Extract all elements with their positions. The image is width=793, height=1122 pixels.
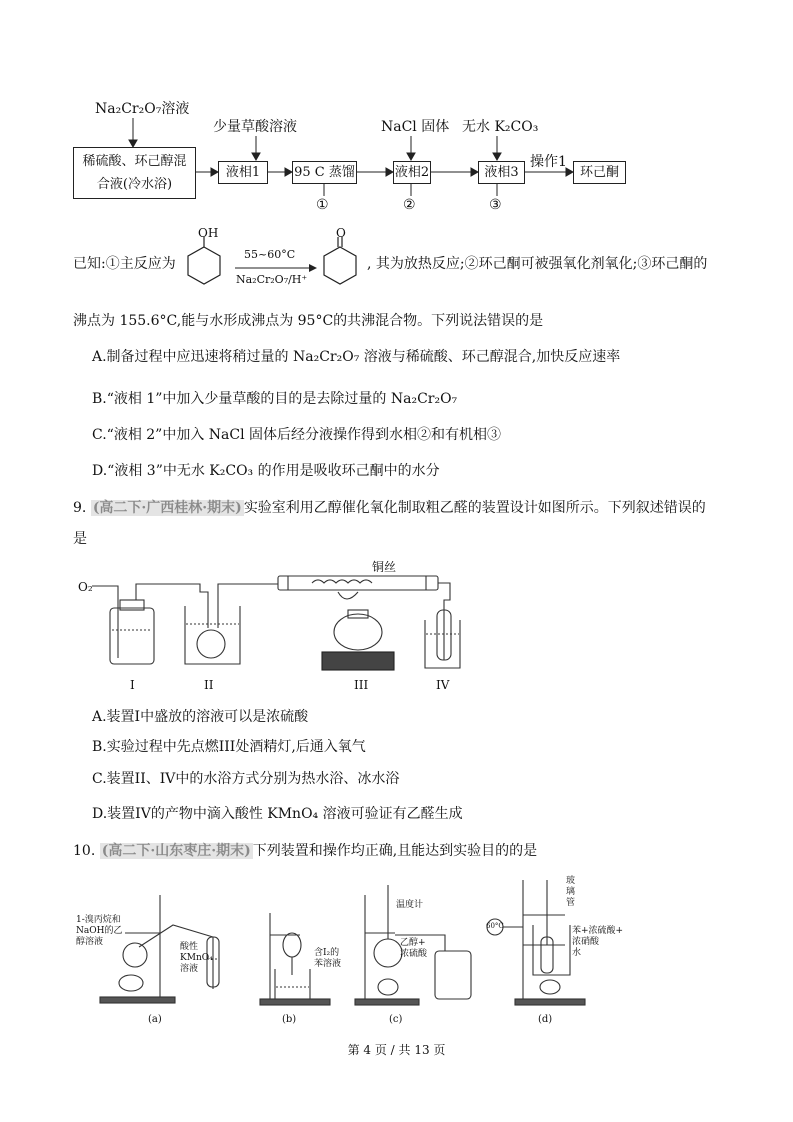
q9-number: 9. (73, 500, 87, 516)
apparatus-label-iv: IV (436, 678, 450, 692)
flow-reagent-k2co3: 无水 K₂CO₃ (462, 119, 539, 135)
q9-apparatus (90, 570, 510, 680)
caption-a: (a) (148, 1014, 162, 1025)
q9-option-a: A.装置I中盛放的溶液可以是浓硫酸 (92, 709, 309, 725)
flow-box-liquid-1: 液相1 (218, 161, 268, 184)
q10a-label-1: 1-溴丙烷和 (76, 915, 121, 925)
q9-source-tag: (高二下·广西桂林·期末) (92, 500, 242, 516)
q10a-label-3: 醇溶液 (76, 937, 104, 947)
copper-wire-label: 铜丝 (372, 560, 397, 574)
q9-stem-line2: 是 (73, 531, 87, 547)
q10d-label-2: 璃 (566, 887, 576, 897)
q10a-label-5: KMnO₄ (180, 953, 213, 963)
flow-box-product: 环己酮 (573, 161, 626, 184)
known-prefix: 已知:①主反应为 (73, 256, 176, 272)
q8-option-a: A.制备过程中应迅速将稍过量的 Na₂Cr₂O₇ 溶液与稀硫酸、环己醇混合,加快反应速率 (92, 349, 621, 365)
caption-b: (b) (282, 1014, 297, 1025)
flow-circle-3: ③ (489, 197, 502, 213)
q10d-thermometer-reading: 60°C (486, 922, 504, 930)
known-line-2: 沸点为 155.6°C,能与水形成沸点为 95°C的共沸混合物。下列说法错误的是 (73, 313, 544, 329)
flow-operation-label: 操作1 (530, 154, 567, 170)
q10-apparatus (95, 875, 615, 1015)
q10d-label-6: 水 (572, 948, 582, 958)
caption-c: (c) (389, 1014, 403, 1025)
q9-stem-text: 实验室利用乙醇催化氧化制取粗乙醛的装置设计如图所示。下列叙述错误的 (243, 500, 706, 516)
q8-option-d: D.“液相 3”中无水 K₂CO₃ 的作用是吸收环己酮中的水分 (92, 463, 440, 479)
o2-label: O₂ (78, 580, 93, 594)
known-tail: , 其为放热反应;②环己酮可被强氧化剂氧化;③环己酮的 (367, 256, 708, 272)
apparatus-label-iii: III (354, 678, 369, 692)
q10d-label-1: 玻 (566, 876, 576, 886)
q9-option-b: B.实验过程中先点燃III处酒精灯,后通入氧气 (92, 739, 366, 755)
condition-bottom: Na₂Cr₂O₇/H⁺ (236, 273, 308, 286)
q10-number: 10. (73, 843, 96, 859)
o-label: O (336, 226, 346, 240)
q10b-label-1: 含I₂的 (314, 948, 340, 958)
q8-option-c: C.“液相 2”中加入 NaCl 固体后经分液操作得到水相②和有机相③ (92, 427, 502, 443)
q10-stem-text: 下列装置和操作均正确,且能达到实验目的的是 (252, 843, 538, 859)
q9-option-d: D.装置IV的产物中滴入酸性 KMnO₄ 溶液可验证有乙醛生成 (92, 806, 463, 822)
oh-label: OH (198, 226, 219, 240)
flow-box-liquid-3: 液相3 (478, 161, 525, 184)
q10d-label-4: 苯+浓硫酸+ (572, 926, 624, 936)
flow-circle-1: ① (316, 197, 329, 213)
q10a-label-6: 溶液 (180, 964, 199, 974)
caption-d: (d) (538, 1014, 553, 1025)
condition-top: 55~60°C (244, 248, 296, 261)
q10b-label-2: 苯溶液 (314, 959, 342, 969)
q10c-label-3: 浓硫酸 (400, 949, 428, 959)
q10d-label-3: 管 (566, 898, 576, 908)
apparatus-label-i: I (130, 678, 135, 692)
flow-reagent-oxalic: 少量草酸溶液 (213, 119, 297, 135)
flow-box-start: 稀硫酸、环己醇混 合液(冷水浴) (73, 147, 196, 199)
q10-stem (73, 842, 537, 860)
q10c-label-2: 乙醇+ (400, 938, 426, 948)
flow-reagent-dichromate: Na₂Cr₂O₇溶液 (95, 101, 190, 117)
flow-circle-2: ② (403, 197, 416, 213)
q10c-label-1: 温度计 (396, 900, 424, 910)
q9-stem (73, 499, 706, 517)
flow-reagent-nacl: NaCl 固体 (381, 119, 450, 135)
q10d-label-5: 浓硝酸 (572, 937, 600, 947)
apparatus-label-ii: II (204, 678, 214, 692)
q8-option-b: B.“液相 1”中加入少量草酸的目的是去除过量的 Na₂Cr₂O₇ (92, 391, 458, 407)
q9-option-c: C.装置II、IV中的水浴方式分别为热水浴、冰水浴 (92, 771, 400, 787)
q10a-label-2: NaOH的乙 (76, 926, 123, 936)
flow-box-distill: 95 C 蒸馏 (292, 161, 357, 184)
q10-source-tag: (高二下·山东枣庄·期末) (101, 843, 251, 859)
q10a-label-4: 酸性 (180, 942, 199, 952)
page-footer: 第 4 页 / 共 13 页 (347, 1043, 446, 1057)
flow-box-liquid-2: 液相2 (393, 161, 431, 184)
